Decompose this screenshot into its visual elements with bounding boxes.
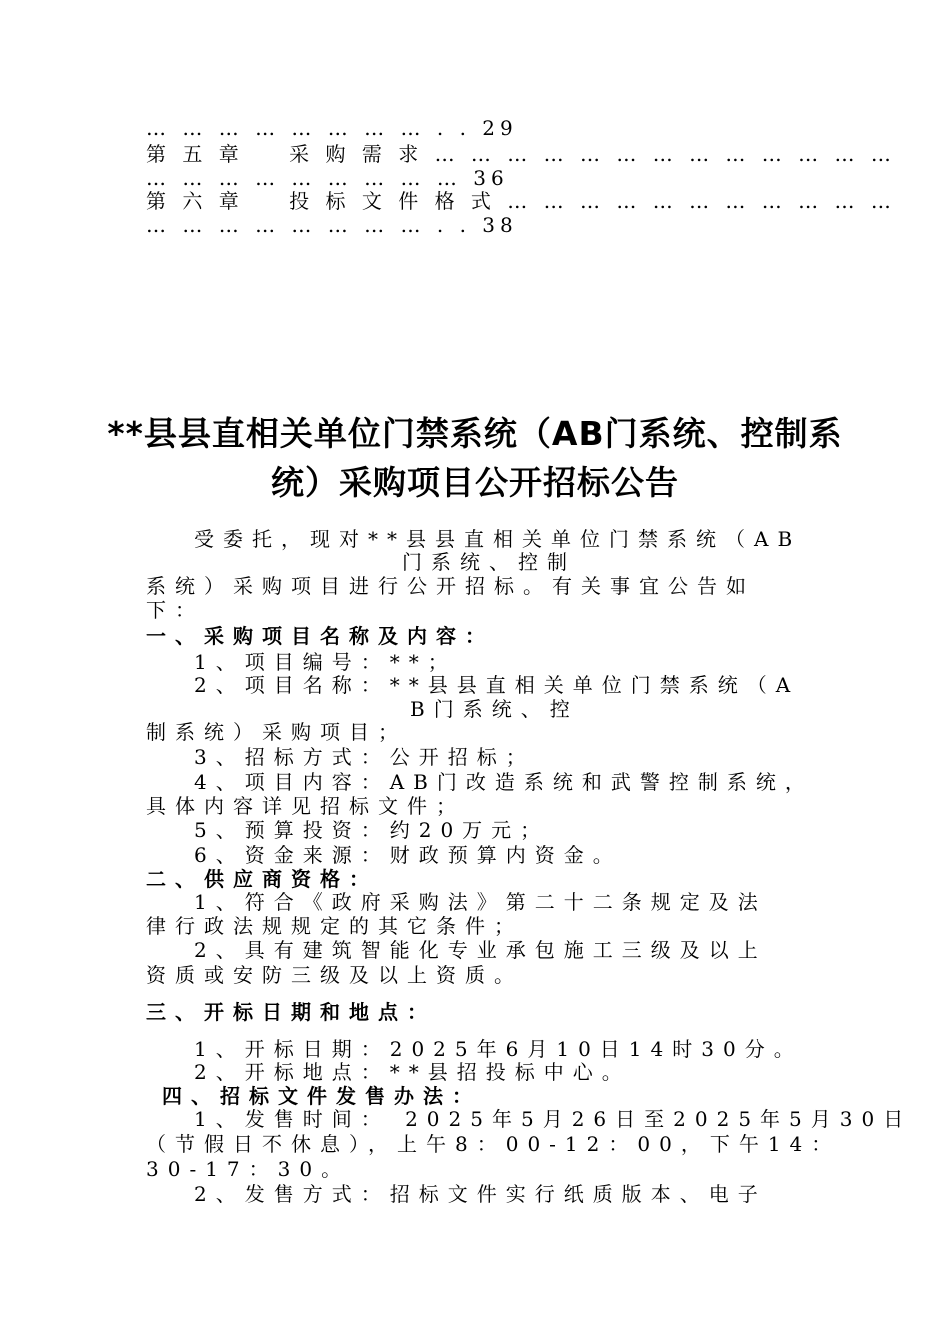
list-item-cont: （节假日不休息），上午8：00-12：00，下午14：: [146, 1132, 841, 1156]
intro-paragraph: 受委托，现对**县县直相关单位门禁系统（AB: [194, 527, 802, 551]
section-heading-2: 二、供应商资格：: [146, 867, 378, 891]
toc-line: … … … … … … … … . . 29: [146, 116, 518, 140]
intro-paragraph-wrap: 门系统、控制: [402, 550, 576, 574]
toc-line: … … … … … … … … … 36: [146, 166, 509, 190]
list-item: 1、开标日期：2025年6月10日14时30分。: [194, 1037, 803, 1061]
list-item: 2、项目名称：**县县直相关单位门禁系统（A: [194, 673, 800, 697]
list-item-wrap: B门系统、控: [410, 697, 579, 721]
toc-line: … … … … … … … … . . 38: [146, 213, 518, 237]
intro-paragraph-end: 下：: [146, 598, 204, 622]
list-item: 2、发售方式：招标文件实行纸质版本、电子: [194, 1182, 767, 1206]
list-item-cont: 资质或安防三级及以上资质。: [146, 963, 523, 987]
list-item: 2、具有建筑智能化专业承包施工三级及以上: [194, 938, 767, 962]
list-item: 1、项目编号：**；: [194, 650, 457, 674]
list-item-cont: 制系统）采购项目；: [146, 720, 407, 744]
list-item: 4、项目内容：AB门改造系统和武警控制系统，: [194, 770, 814, 794]
list-item: 6、资金来源：财政预算内资金。: [194, 843, 622, 867]
list-item: 1、发售时间： 2025年5月26日至2025年5月30日: [194, 1107, 913, 1131]
list-item: 1、符合《政府采购法》第二十二条规定及法: [194, 890, 767, 914]
list-item: 2、开标地点：**县招投标中心。: [194, 1060, 631, 1084]
toc-entry-chapter-5: 第 五 章 采 购 需 求 … … … … … … … … … … … … …: [146, 142, 896, 166]
intro-paragraph-cont: 系统）采购项目进行公开招标。有关事宜公告如: [146, 574, 755, 598]
announcement-title-cont: 统）采购项目公开招标公告: [271, 463, 679, 502]
list-item: 5、预算投资：约20万元；: [194, 818, 550, 842]
section-heading-4: 四、招标文件发售办法：: [162, 1084, 481, 1108]
list-item-cont: 30-17：30。: [146, 1157, 351, 1181]
section-heading-1: 一、采购项目名称及内容：: [146, 624, 494, 648]
toc-entry-chapter-6: 第 六 章 投 标 文 件 格 式 … … … … … … … … … … …: [146, 189, 896, 213]
list-item-cont: 律行政法规规定的其它条件；: [146, 914, 523, 938]
list-item: 3、招标方式：公开招标；: [194, 745, 535, 769]
list-item-cont: 具体内容详见招标文件；: [146, 794, 465, 818]
section-heading-3: 三、开标日期和地点：: [146, 1000, 436, 1024]
announcement-title: **县县直相关单位门禁系统（AB门系统、控制系: [107, 414, 843, 453]
